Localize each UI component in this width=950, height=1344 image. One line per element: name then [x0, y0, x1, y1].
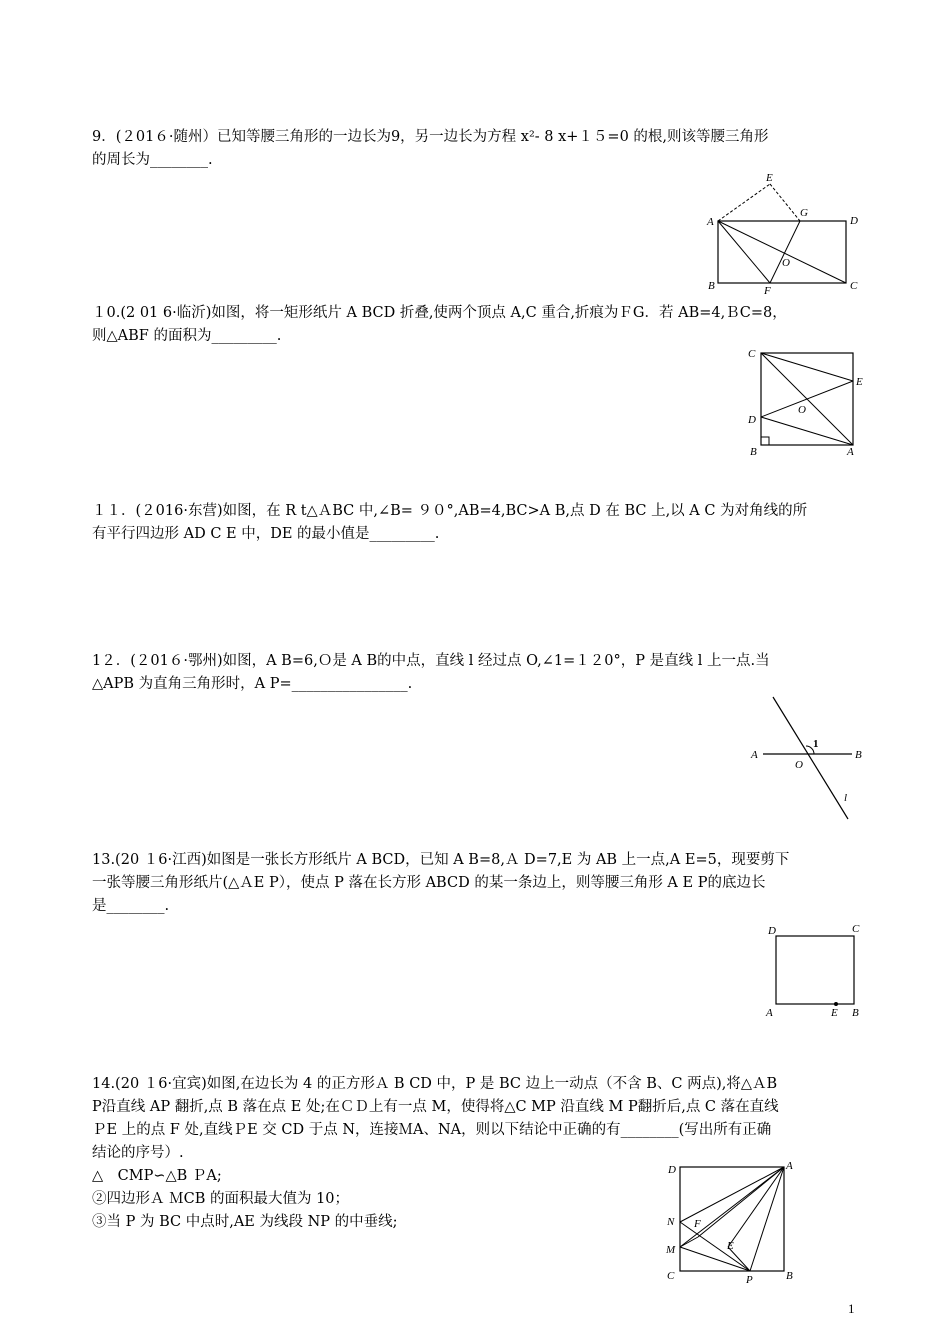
question-11-line-1: １１．(２016·东营)如图，在 R t△ＡBC 中,∠B= ９０°,AB=4,BC>A B,点 D 在 BC 上,以 A C 为对角线的所	[92, 503, 808, 519]
question-14-line-6: ②四边形Ａ ＭCB 的面积最大值为 10；	[92, 1191, 350, 1207]
label-N: N	[667, 1216, 675, 1228]
question-10	[92, 302, 860, 348]
question-9-line-1: 9．(２01６·随州）已知等腰三角形的一边长为9，另一边长为方程 x²- 8 x+１５=0 的根,则该等腰三角形	[92, 129, 769, 145]
label-A: A	[847, 446, 854, 458]
page-number: 1	[848, 1301, 855, 1316]
question-14-line-1: 14.(20 １6·宜宾)如图,在边长为 4 的正方形Ａ B CD 中，P 是 BC 边上一动点（不含 B、C 两点),将△ＡB	[92, 1076, 778, 1092]
label-A: A	[751, 749, 758, 761]
question-14-line-4: 结论的序号）.	[92, 1145, 184, 1161]
question-9-line-2: 的周长为________.	[92, 152, 213, 168]
question-13	[92, 849, 860, 918]
label-P: P	[746, 1274, 753, 1286]
label-D: D	[748, 414, 756, 426]
question-14-line-5: △ CMP∽△B ＰA;	[92, 1168, 222, 1184]
label-A: A	[766, 1007, 773, 1019]
label-D: D	[668, 1164, 676, 1176]
label-B: B	[786, 1270, 793, 1282]
figure-q11-parallelogram	[745, 343, 870, 458]
label-E: E	[766, 172, 773, 184]
label-B: B	[708, 280, 715, 292]
figure-q10-folded-rectangle	[700, 170, 870, 297]
label-B: B	[852, 1007, 859, 1019]
question-12-line-2: △APB 为直角三角形时，A P=________________.	[92, 676, 413, 692]
question-13-line-2: 一张等腰三角形纸片(△ＡE P），使点 P 落在长方形 ABCD 的某一条边上，则等腰三角形 A E P的底边长	[92, 875, 766, 891]
label-G: G	[800, 207, 808, 219]
label-B: B	[855, 749, 862, 761]
question-14-line-7: ③当 P 为 BC 中点时,AE 为线段 NP 的中垂线;	[92, 1214, 398, 1230]
label-C: C	[667, 1270, 675, 1282]
question-12-line-1: 1２．(２01６·鄂州)如图，A B=6,Ｏ是 A B的中点，直线 l 经过点 O,∠1=１２0°，P 是直线 l 上一点.当	[92, 653, 770, 669]
label-D: D	[768, 925, 776, 937]
label-A: A	[707, 216, 714, 228]
label-C: C	[850, 280, 858, 292]
question-10-line-1: １0.(2 01 6·临沂)如图，将一矩形纸片 A BCD 折叠,使两个顶点 A,C 重合,折痕为ＦG．若 AB=4,ＢC=8，	[92, 305, 787, 321]
figure-q13-rectangle	[760, 920, 870, 1025]
label-E: E	[727, 1240, 734, 1252]
question-9	[92, 126, 860, 172]
figure-q14-square-folding	[660, 1155, 800, 1285]
question-11	[92, 500, 860, 546]
question-11-line-2: 有平行四边形 AD C E 中，DE 的最小值是_________.	[92, 526, 440, 542]
figure-q12-line-through-midpoint	[745, 692, 870, 822]
question-13-line-3: 是________.	[92, 898, 170, 914]
label-E: E	[831, 1007, 838, 1019]
label-B: B	[750, 446, 757, 458]
question-13-line-1: 13.(20 １6·江西)如图是一张长方形纸片 A BCD，已知 A B=8,Ａ D=7,E 为 AB 上一点,A E=5，现要剪下	[92, 852, 790, 868]
label-l: l	[844, 792, 848, 804]
label-O: O	[782, 257, 790, 269]
label-M: M	[666, 1244, 676, 1256]
label-angle-1: 1	[813, 738, 819, 750]
label-O: O	[795, 759, 803, 771]
question-14-line-3: ＰE 上的点 F 处,直线ＰE 交 CD 于点 N，连接ＭA、NA，则以下结论中正确的有________(写出所有正确	[92, 1122, 772, 1138]
label-E: E	[856, 376, 863, 388]
label-F: F	[694, 1218, 701, 1230]
label-D: D	[850, 215, 858, 227]
label-A: A	[786, 1160, 793, 1172]
label-O: O	[798, 404, 806, 416]
label-C: C	[852, 923, 860, 935]
question-14-line-2: P沿直线 AP 翻折,点 B 落在点 E 处;在ＣＤ上有一点 M，使得将△C MP 沿直线 M P翻折后,点 C 落在直线	[92, 1099, 779, 1115]
label-C: C	[748, 348, 756, 360]
question-12	[92, 650, 860, 696]
question-10-line-2: 则△ABF 的面积为_________.	[92, 328, 282, 344]
label-F: F	[764, 285, 771, 297]
